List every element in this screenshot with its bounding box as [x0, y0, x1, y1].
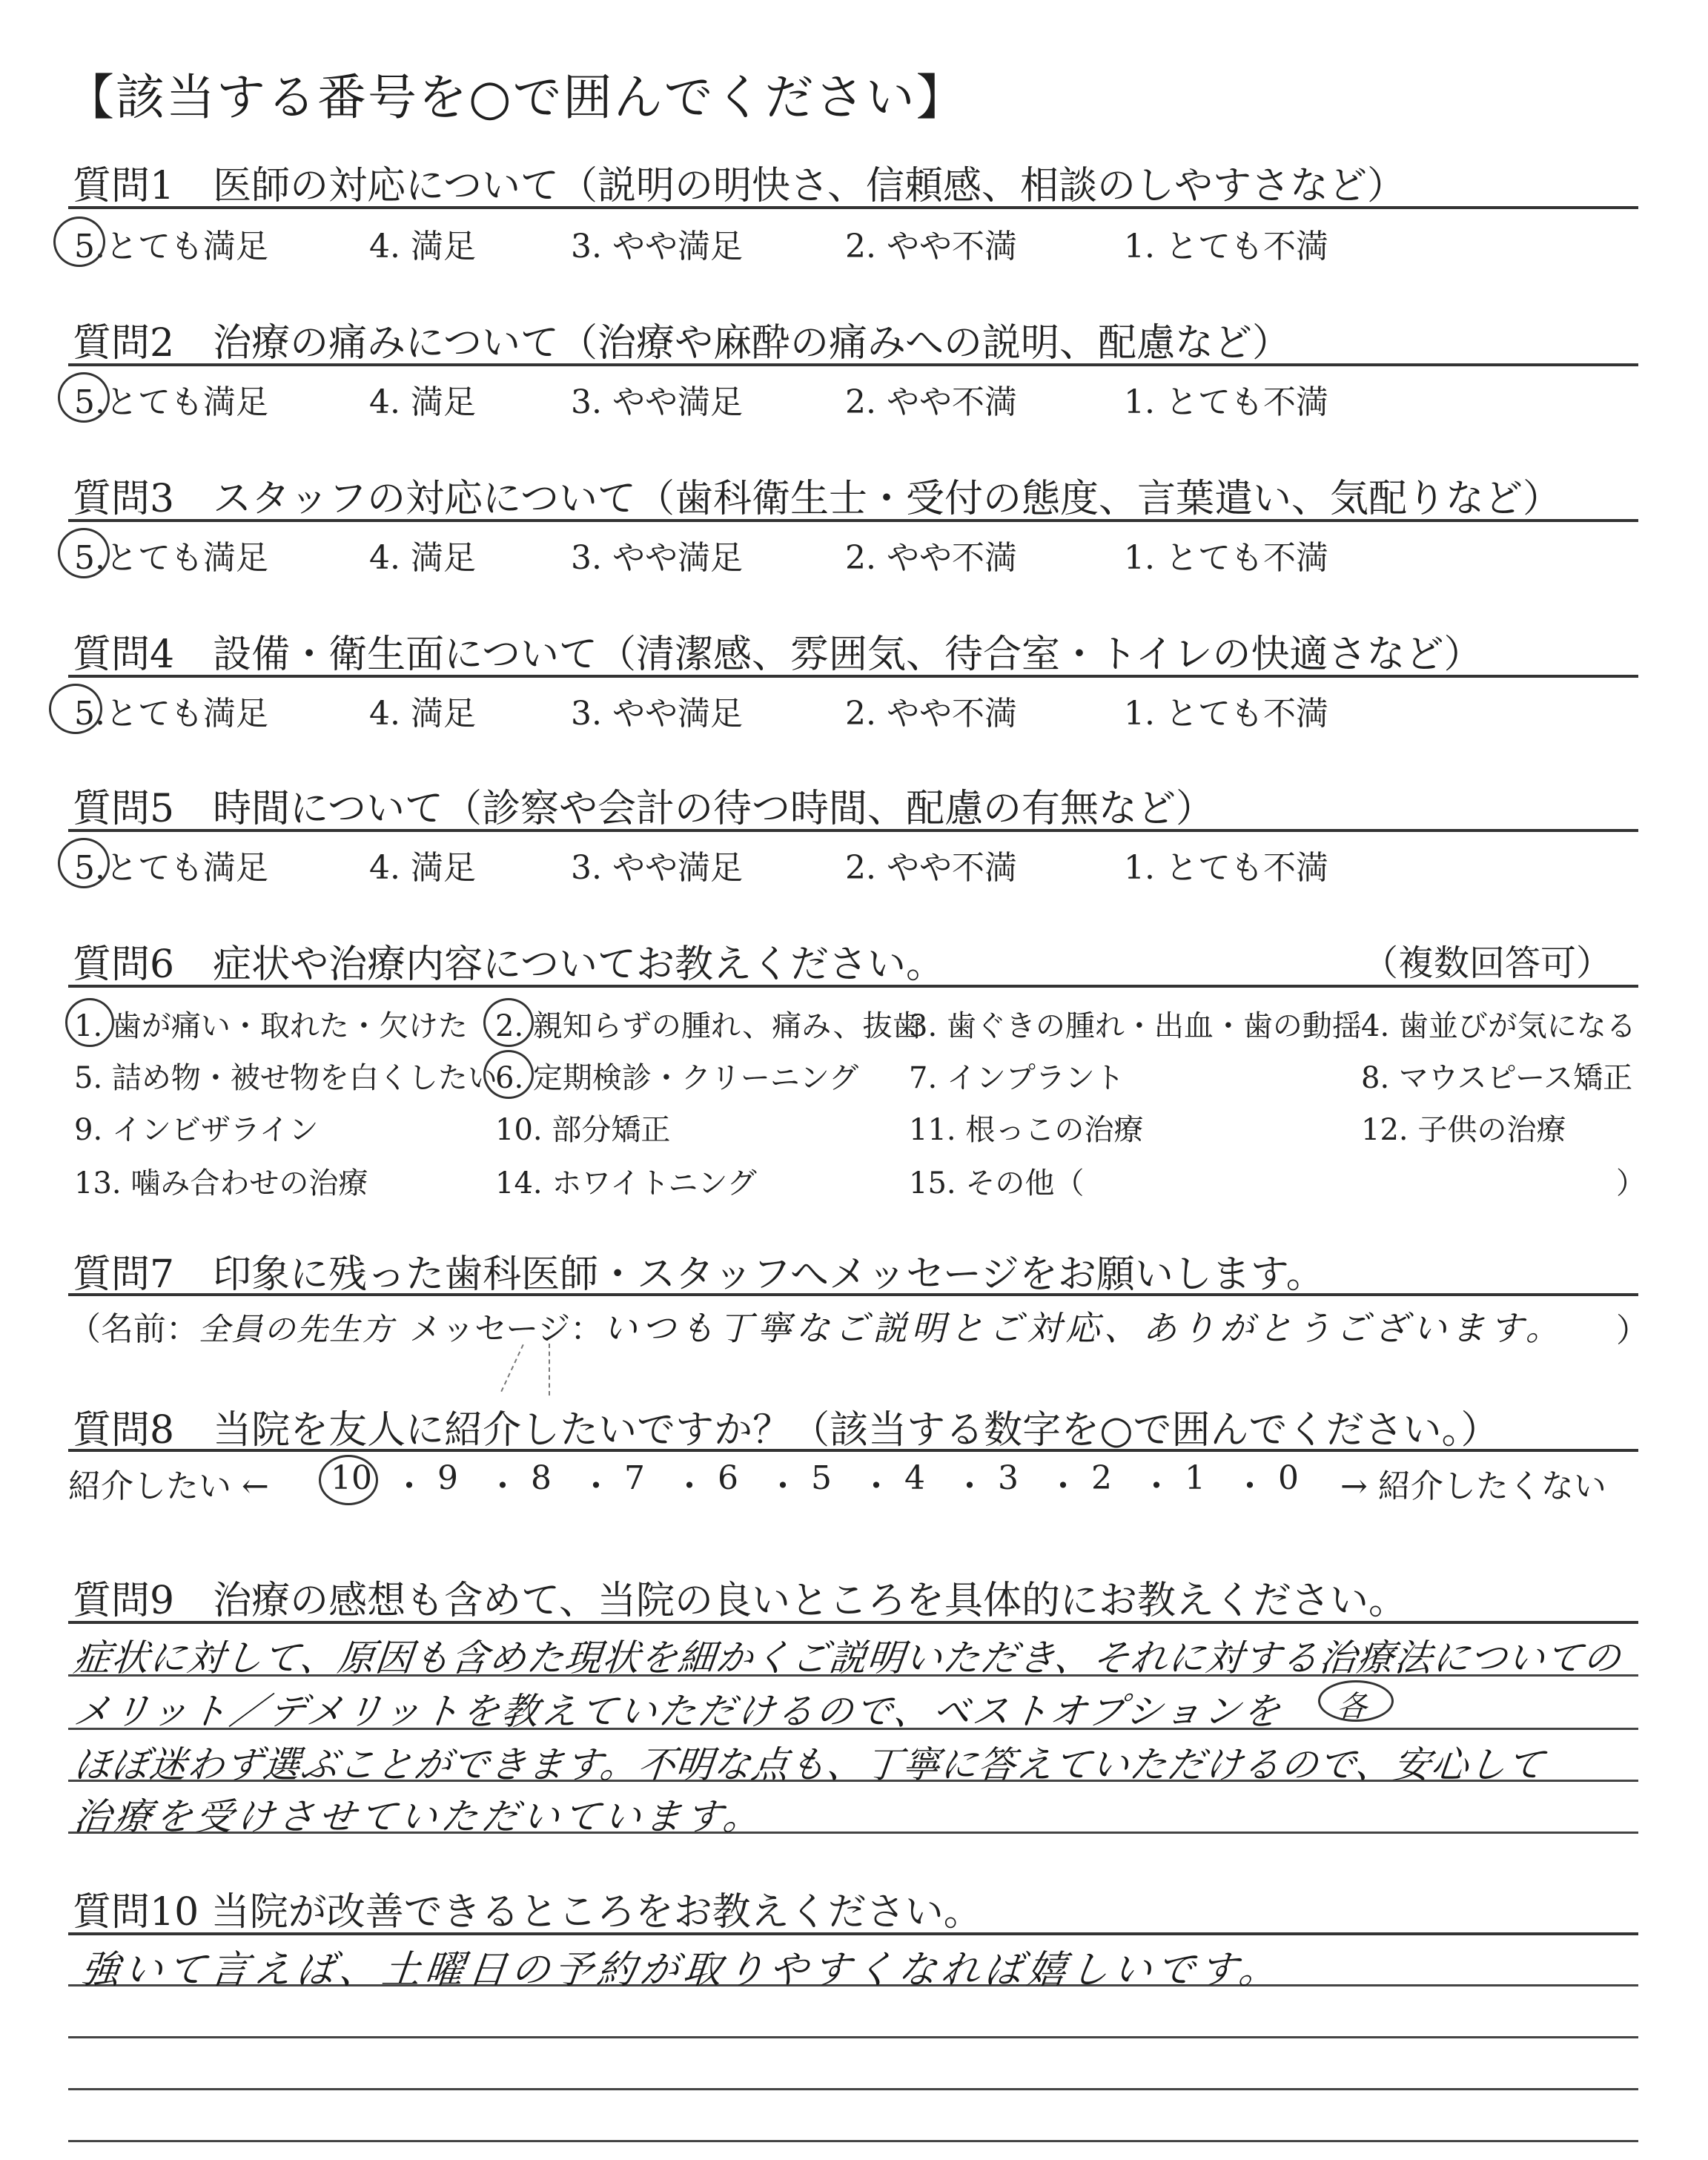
q1-option-2[interactable]: 2. やや不満 [845, 228, 1017, 265]
q8-value-7[interactable]: 7 [624, 1459, 645, 1497]
q6-item-10[interactable]: 10. 部分矯正 [495, 1113, 671, 1147]
q2-option-4[interactable]: 4. 満足 [369, 383, 476, 421]
q8-dot: ・ [673, 1467, 706, 1505]
q9-insert-mark: 各 [1335, 1690, 1372, 1724]
q7-name-label: （名前： [68, 1310, 199, 1348]
q7-close-paren: ） [1616, 1312, 1649, 1350]
q7-stray-mark [500, 1344, 523, 1392]
q10-answer-text-1[interactable]: 強いて言えば、土曜日の予約が取りやすくなれば嬉しいです。 [79, 1948, 1285, 1992]
q8-left-label: 紹介したい ← [68, 1467, 269, 1505]
q8-right-label: → 紹介したくない [1340, 1467, 1606, 1505]
q6-item-4[interactable]: 4. 歯並びが気になる [1361, 1009, 1636, 1043]
q6-item-6[interactable]: 6. 定期検診・クリーニング [495, 1061, 859, 1095]
q2-rule [68, 363, 1638, 366]
q3-title: 質問3 スタッフの対応について（歯科衛生士・受付の態度、言葉遣い、気配りなど） [73, 477, 1562, 521]
q8-value-8[interactable]: 8 [531, 1459, 552, 1497]
q8-value-10[interactable]: 10 [331, 1459, 372, 1497]
q4-option-3[interactable]: 3. やや満足 [571, 695, 743, 733]
q1-selection-circle [53, 217, 105, 267]
q10-answer-line-4 [68, 2088, 1638, 2090]
q3-option-1[interactable]: 1. とても不満 [1124, 539, 1328, 577]
q3-option-4[interactable]: 4. 満足 [369, 539, 476, 577]
q6-multiple-note: （複数回答可） [1363, 942, 1612, 984]
q8-value-6[interactable]: 6 [718, 1459, 738, 1497]
q8-value-3[interactable]: 3 [998, 1459, 1019, 1497]
q6-item-3[interactable]: 3. 歯ぐきの腫れ・出血・歯の動揺 [909, 1009, 1362, 1043]
q8-dot: ・ [1140, 1467, 1173, 1505]
q7-rule [68, 1293, 1638, 1296]
q5-option-1[interactable]: 1. とても不満 [1124, 849, 1328, 887]
q6-item-15-close: ） [1616, 1166, 1646, 1200]
q8-value-4[interactable]: 4 [904, 1459, 925, 1497]
q6-selection-circle-1 [65, 998, 114, 1047]
q4-rule [68, 675, 1638, 678]
q9-answer-text-2[interactable]: メリット／デメリットを教えていただけるので、ベストオプションを [71, 1690, 1285, 1733]
q6-item-13[interactable]: 13. 噛み合わせの治療 [74, 1166, 368, 1200]
q8-dot: ・ [1234, 1467, 1266, 1505]
q5-selection-circle [58, 838, 110, 888]
q5-rule [68, 829, 1638, 832]
q10-rule [68, 1932, 1638, 1935]
q8-dot: ・ [393, 1467, 426, 1505]
q8-dot: ・ [767, 1467, 799, 1505]
q9-rule [68, 1621, 1638, 1624]
q6-rule [68, 985, 1638, 988]
q2-option-3[interactable]: 3. やや満足 [571, 383, 743, 421]
q5-option-5[interactable]: 5.とても満足 [74, 849, 268, 887]
q7-response-line [68, 1301, 1564, 1350]
q3-rule [68, 519, 1638, 522]
q8-rule [68, 1449, 1638, 1452]
q8-value-9[interactable]: 9 [437, 1459, 458, 1497]
q6-item-12[interactable]: 12. 子供の治療 [1361, 1113, 1566, 1147]
q1-rule [68, 206, 1638, 209]
q7-title: 質問7 印象に残った歯科医師・スタッフへメッセージをお願いします。 [73, 1252, 1325, 1297]
q4-option-4[interactable]: 4. 満足 [369, 695, 476, 733]
q7-stray-mark-2 [549, 1344, 550, 1396]
q5-option-4[interactable]: 4. 満足 [369, 849, 476, 887]
q2-option-2[interactable]: 2. やや不満 [845, 383, 1017, 421]
q5-title: 質問5 時間について（診察や会計の待つ時間、配慮の有無など） [73, 787, 1215, 831]
q9-insert-circle [1318, 1680, 1394, 1722]
q9-title: 質問9 治療の感想も含めて、当院の良いところを具体的にお教えください。 [73, 1579, 1408, 1623]
q2-option-5[interactable]: 5.とても満足 [74, 383, 268, 421]
q6-item-7[interactable]: 7. インプラント [909, 1061, 1125, 1095]
q6-selection-circle-2 [483, 998, 534, 1047]
q9-answer-text-4[interactable]: 治療を受けさせていただいています。 [71, 1795, 767, 1838]
q8-value-0[interactable]: 0 [1278, 1459, 1299, 1497]
q1-title: 質問1 医師の対応について（説明の明快さ、信頼感、相談のしやすさなど） [73, 164, 1406, 208]
q8-value-1[interactable]: 1 [1185, 1459, 1205, 1497]
q8-dot: ・ [860, 1467, 893, 1505]
q6-title: 質問6 症状や治療内容についてお教えください。 [73, 942, 945, 987]
q8-value-5[interactable]: 5 [811, 1459, 832, 1497]
q7-message-label: メッセージ： [409, 1310, 603, 1348]
q2-selection-circle [58, 372, 110, 423]
q5-option-3[interactable]: 3. やや満足 [571, 849, 743, 887]
q5-option-2[interactable]: 2. やや不満 [845, 849, 1017, 887]
q6-item-9[interactable]: 9. インビザライン [74, 1113, 319, 1147]
q7-message-value[interactable]: いつも丁寧なご説明とご対応、ありがとうございます。 [603, 1308, 1564, 1348]
q4-option-1[interactable]: 1. とても不満 [1124, 695, 1328, 733]
q6-item-14[interactable]: 14. ホワイトニング [495, 1166, 757, 1200]
q2-option-1[interactable]: 1. とても不満 [1124, 383, 1328, 421]
page-header: 【該当する番号を○で囲んでください】 [65, 69, 967, 126]
q6-item-15[interactable]: 15. その他（ [909, 1166, 1085, 1200]
q4-selection-circle [49, 684, 102, 734]
q8-dot: ・ [1047, 1467, 1079, 1505]
q1-option-1[interactable]: 1. とても不満 [1124, 228, 1328, 265]
q3-option-2[interactable]: 2. やや不満 [845, 539, 1017, 577]
q6-item-5[interactable]: 5. 詰め物・被せ物を白くしたい [74, 1061, 497, 1095]
q6-selection-circle-6 [483, 1050, 534, 1099]
q4-option-5[interactable]: 5.とても満足 [74, 695, 268, 733]
q8-dot: ・ [953, 1467, 986, 1505]
q8-selection-circle [319, 1455, 378, 1505]
q3-option-5[interactable]: 5.とても満足 [74, 539, 268, 577]
q3-option-3[interactable]: 3. やや満足 [571, 539, 743, 577]
q8-value-2[interactable]: 2 [1091, 1459, 1112, 1497]
q6-item-8[interactable]: 8. マウスピース矯正 [1361, 1061, 1633, 1095]
q6-item-1[interactable]: 1. 歯が痛い・取れた・欠けた [74, 1009, 468, 1043]
q1-option-5[interactable]: 5.とても満足 [74, 228, 268, 265]
q3-selection-circle [58, 528, 110, 578]
q4-title: 質問4 設備・衛生面について（清潔感、雰囲気、待合室・トイレの快適さなど） [73, 633, 1483, 677]
q9-answer-text-3[interactable]: ほぼ迷わず選ぶことができます。不明な点も、丁寧に答えていただけるので、安心して [71, 1743, 1547, 1786]
q7-name-value[interactable]: 全員の先生方 [199, 1311, 395, 1347]
q10-answer-line-5 [68, 2140, 1638, 2142]
q8-title: 質問8 当院を友人に紹介したいですか？（該当する数字を○で囲んでください。） [73, 1408, 1500, 1453]
q10-title: 質問10 当院が改善できるところをお教えください。 [73, 1890, 982, 1935]
q2-title: 質問2 治療の痛みについて（治療や麻酔の痛みへの説明、配慮など） [73, 321, 1291, 366]
q9-answer-text-1[interactable]: 症状に対して、原因も含めた現状を細かくご説明いただき、それに対する治療法についての [71, 1636, 1623, 1680]
q1-option-3[interactable]: 3. やや満足 [571, 228, 743, 265]
q8-dot: ・ [580, 1467, 612, 1505]
q6-item-11[interactable]: 11. 根っこの治療 [909, 1113, 1144, 1147]
q10-answer-line-3 [68, 2036, 1638, 2038]
q8-dot: ・ [486, 1467, 519, 1505]
q6-item-2[interactable]: 2. 親知らずの腫れ、痛み、抜歯 [495, 1009, 922, 1043]
q4-option-2[interactable]: 2. やや不満 [845, 695, 1017, 733]
q1-option-4[interactable]: 4. 満足 [369, 228, 476, 265]
